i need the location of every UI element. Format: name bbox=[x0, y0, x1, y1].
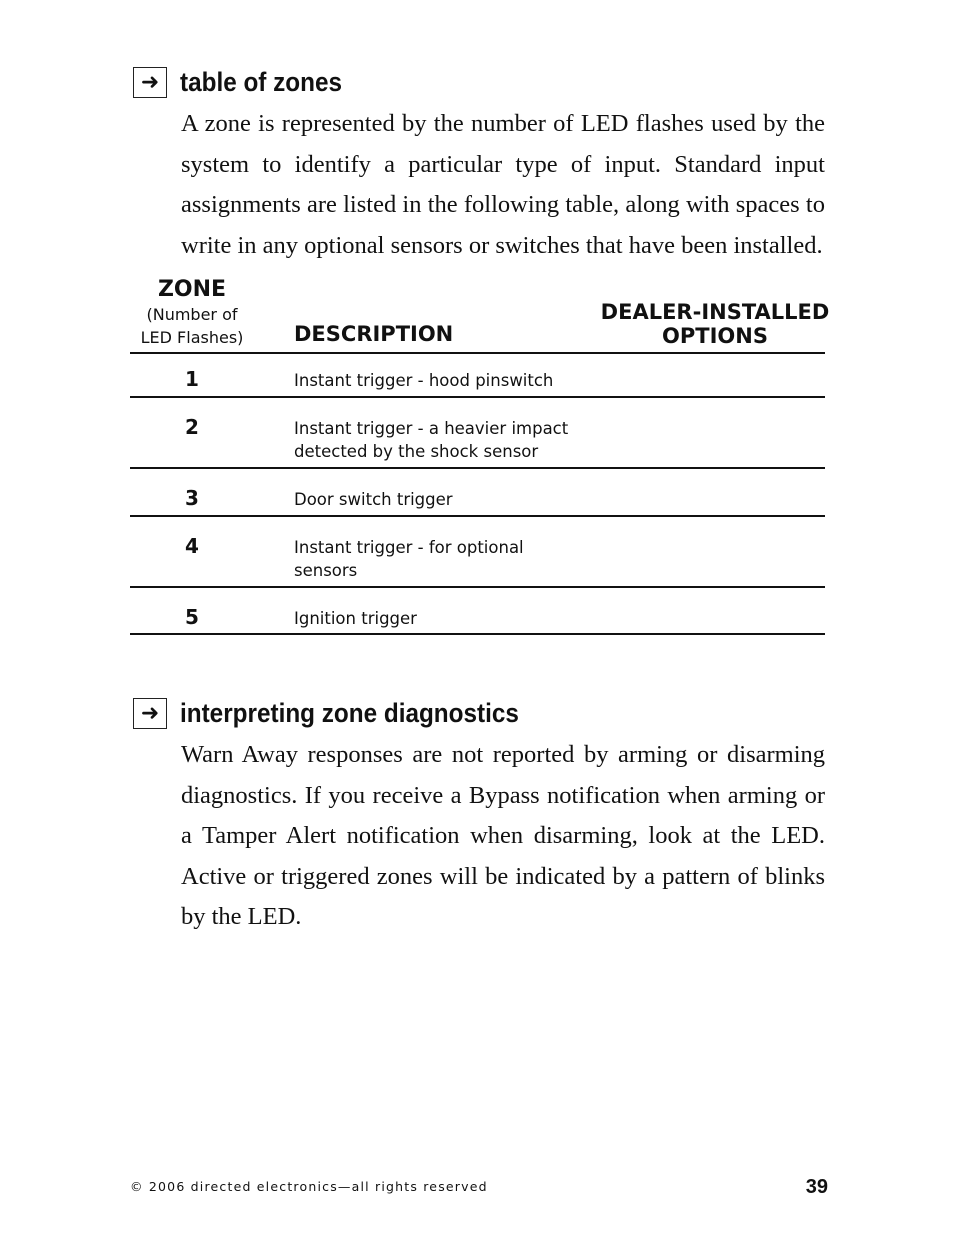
options-header-line-2: OPTIONS bbox=[662, 324, 768, 348]
options-column-header bbox=[600, 300, 830, 348]
zone-number: 1 bbox=[185, 367, 199, 391]
copyright-notice: © 2006 directed electronics—all rights reserved bbox=[130, 1179, 488, 1194]
zone-description-line: Door switch trigger bbox=[294, 490, 453, 509]
zone-number: 5 bbox=[185, 605, 199, 629]
arrow-right-icon: ➜ bbox=[133, 698, 167, 729]
zone-number: 2 bbox=[185, 415, 199, 439]
zone-description bbox=[294, 488, 594, 511]
table-rule bbox=[130, 515, 825, 517]
zone-description bbox=[294, 417, 594, 463]
section-title: interpreting zone diagnostics bbox=[180, 698, 519, 728]
page-number: 39 bbox=[805, 1176, 828, 1198]
options-header-line-1: DEALER-INSTALLED bbox=[600, 300, 830, 324]
zone-description-line: sensors bbox=[294, 561, 358, 580]
zone-number: 4 bbox=[185, 534, 199, 558]
section-body-paragraph: A zone is represented by the number of LED flashes used by the system to identify a particular type of input. Standard input assignments are listed in the following table, along with spaces to write in any optional sensors or switches that have been installed. bbox=[181, 110, 825, 259]
zone-description bbox=[294, 607, 594, 630]
table-rule bbox=[130, 467, 825, 469]
zone-description-line: Instant trigger - a heavier impact bbox=[294, 419, 569, 438]
zone-header-label: ZONE bbox=[157, 277, 227, 302]
zone-header-sub-2: LED Flashes) bbox=[140, 328, 244, 347]
table-rule bbox=[130, 633, 825, 635]
table-rule bbox=[130, 352, 825, 354]
description-column-header: DESCRIPTION bbox=[294, 322, 454, 346]
table-rule bbox=[130, 586, 825, 588]
section-heading-table-of-zones bbox=[133, 67, 360, 98]
section-heading-interpreting-zone-diagnostics bbox=[133, 698, 557, 729]
zone-header-sub-1: (Number of bbox=[146, 305, 238, 324]
zone-number: 3 bbox=[185, 486, 199, 510]
zone-description-line: Instant trigger - hood pinswitch bbox=[294, 371, 554, 390]
zone-description bbox=[294, 536, 594, 582]
zone-description-line: Ignition trigger bbox=[294, 609, 417, 628]
table-rule bbox=[130, 396, 825, 398]
zone-description-line: Instant trigger - for optional bbox=[294, 538, 524, 557]
section-body-paragraph: Warn Away responses are not reported by arming or disarming diagnostics. If you receive a Bypass notification when arming or a Tamper Alert notification when disarming, look at the LED. Active or triggered zones will be indicated by a pattern of blinks by the LED. bbox=[181, 741, 825, 930]
zone-description bbox=[294, 369, 594, 392]
section-title: table of zones bbox=[180, 67, 343, 97]
zone-column-header bbox=[130, 277, 254, 349]
zone-description-line: detected by the shock sensor bbox=[294, 442, 539, 461]
arrow-right-icon: ➜ bbox=[133, 67, 167, 98]
